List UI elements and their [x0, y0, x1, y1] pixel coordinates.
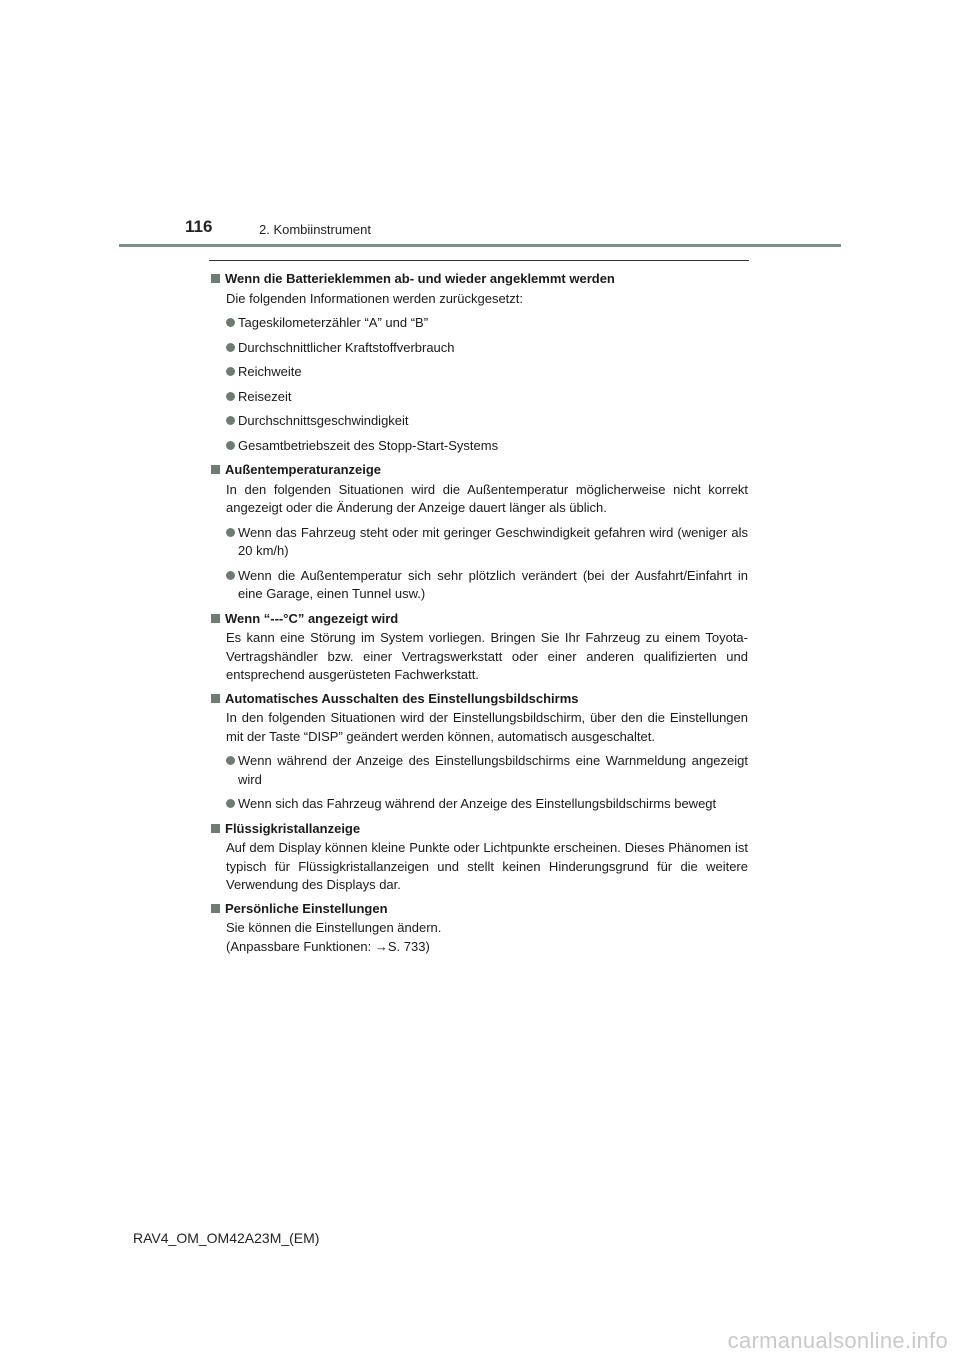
section-title [210, 461, 748, 480]
section-title-text: Persönliche Einstellungen [225, 900, 388, 916]
watermark: carmanualsonline.info [727, 1328, 948, 1353]
list-item [226, 752, 748, 789]
section-text: Sie können die Einstellungen ändern. [226, 920, 442, 935]
list-item [226, 314, 748, 333]
section-battery [210, 270, 748, 455]
section-title [210, 690, 748, 709]
square-bullet-icon [211, 614, 220, 623]
circle-bullet-icon [226, 799, 235, 808]
list-item-text: Reichweite [238, 364, 302, 379]
section-text: Es kann eine Störung im System vorliegen. Bringen Sie Ihr Fahrzeug zu einem Toyota-Vertragshändler bzw. einer Vertragswerkstatt oder einer anderen qualifizierten und entsprechend ausgerüsteten Fachwerkstatt. [226, 630, 748, 682]
list-item-text: Gesamtbetriebszeit des Stopp-Start-Systems [238, 437, 499, 453]
section-title-text: Wenn “---°C” angezeigt wird [225, 610, 399, 626]
page-reference-link[interactable]: (Anpassbare Funktionen: →S. 733) [226, 938, 430, 954]
section-title-text: Automatisches Ausschalten des Einstellungsbildschirms [225, 690, 579, 706]
circle-bullet-icon [226, 367, 235, 376]
circle-bullet-icon [226, 343, 235, 352]
list-item-text: Reisezeit [238, 388, 292, 404]
list-item [226, 412, 748, 431]
section-text: In den folgenden Situationen wird die Außentemperatur möglicherweise nicht korrekt angezeigt oder die Änderung der Anzeige dauert länger als üblich. [226, 481, 748, 515]
list-item-text: Wenn sich das Fahrzeug während der Anzeige des Einstellungsbildschirms bewegt [238, 796, 717, 811]
document-id: RAV4_OM_OM42A23M_(EM) [133, 1230, 320, 1246]
section-auto-off [210, 690, 748, 814]
square-bullet-icon [211, 904, 220, 913]
list-item-text: Durchschnittlicher Kraftstoffverbrauch [238, 339, 455, 355]
section-title [210, 610, 748, 629]
header-rule [119, 244, 841, 247]
circle-bullet-icon [226, 441, 235, 450]
section-text: Die folgenden Informationen werden zurückgesetzt: [226, 290, 524, 306]
chapter-title: 2. Kombiinstrument [259, 222, 371, 237]
list-item-text: Wenn die Außentemperatur sich sehr plötzlich verändert (bei der Ausfahrt/Einfahrt in eine Garage, einen Tunnel usw.) [238, 567, 748, 601]
section-outside-temperature [210, 461, 748, 604]
section-temperature-error [210, 610, 748, 685]
circle-bullet-icon [226, 528, 235, 537]
list-item [226, 437, 748, 456]
list-item [226, 567, 748, 604]
square-bullet-icon [211, 274, 220, 283]
list-item-text: Wenn während der Anzeige des Einstellungsbildschirms eine Warnmeldung angezeigt wird [238, 753, 748, 787]
section-lcd [210, 820, 748, 895]
list-item-text: Durchschnittsgeschwindigkeit [238, 413, 409, 428]
circle-bullet-icon [226, 318, 235, 327]
section-title [210, 900, 748, 919]
bullet-list [210, 752, 748, 814]
list-item-text: Wenn das Fahrzeug steht oder mit geringer Geschwindigkeit gefahren wird (weniger als 20 km/h) [238, 524, 748, 558]
square-bullet-icon [211, 465, 220, 474]
content-rule [209, 260, 749, 261]
section-title-text: Außentemperaturanzeige [225, 462, 382, 477]
section-title-text: Wenn die Batterieklemmen ab- und wieder angeklemmt werden [225, 271, 615, 286]
bullet-list [210, 314, 748, 455]
circle-bullet-icon [226, 571, 235, 580]
section-title [210, 270, 748, 289]
square-bullet-icon [211, 694, 220, 703]
list-item-text: Tageskilometerzähler “A” und “B” [238, 315, 429, 330]
page-number: 116 [185, 217, 213, 236]
circle-bullet-icon [226, 392, 235, 401]
circle-bullet-icon [226, 416, 235, 425]
bullet-list [210, 524, 748, 604]
section-personal-settings [210, 900, 748, 957]
section-title-text: Flüssigkristallanzeige [225, 820, 361, 836]
list-item [226, 388, 748, 407]
section-text: In den folgenden Situationen wird der Einstellungsbildschirm, über den die Einstellungen mit der Taste “DISP” geändert werden können, automatisch ausgeschaltet. [226, 710, 748, 744]
square-bullet-icon [211, 824, 220, 833]
section-title [210, 820, 748, 839]
circle-bullet-icon [226, 756, 235, 765]
content-area [210, 270, 748, 961]
list-item [226, 363, 748, 382]
list-item [226, 795, 748, 814]
list-item [226, 524, 748, 561]
list-item [226, 339, 748, 358]
section-text: Auf dem Display können kleine Punkte oder Lichtpunkte erscheinen. Dieses Phänomen ist typisch für Flüssigkristallanzeigen und stellt keinen Hinderungsgrund für die weitere Verwendung des Displays dar. [226, 840, 748, 892]
